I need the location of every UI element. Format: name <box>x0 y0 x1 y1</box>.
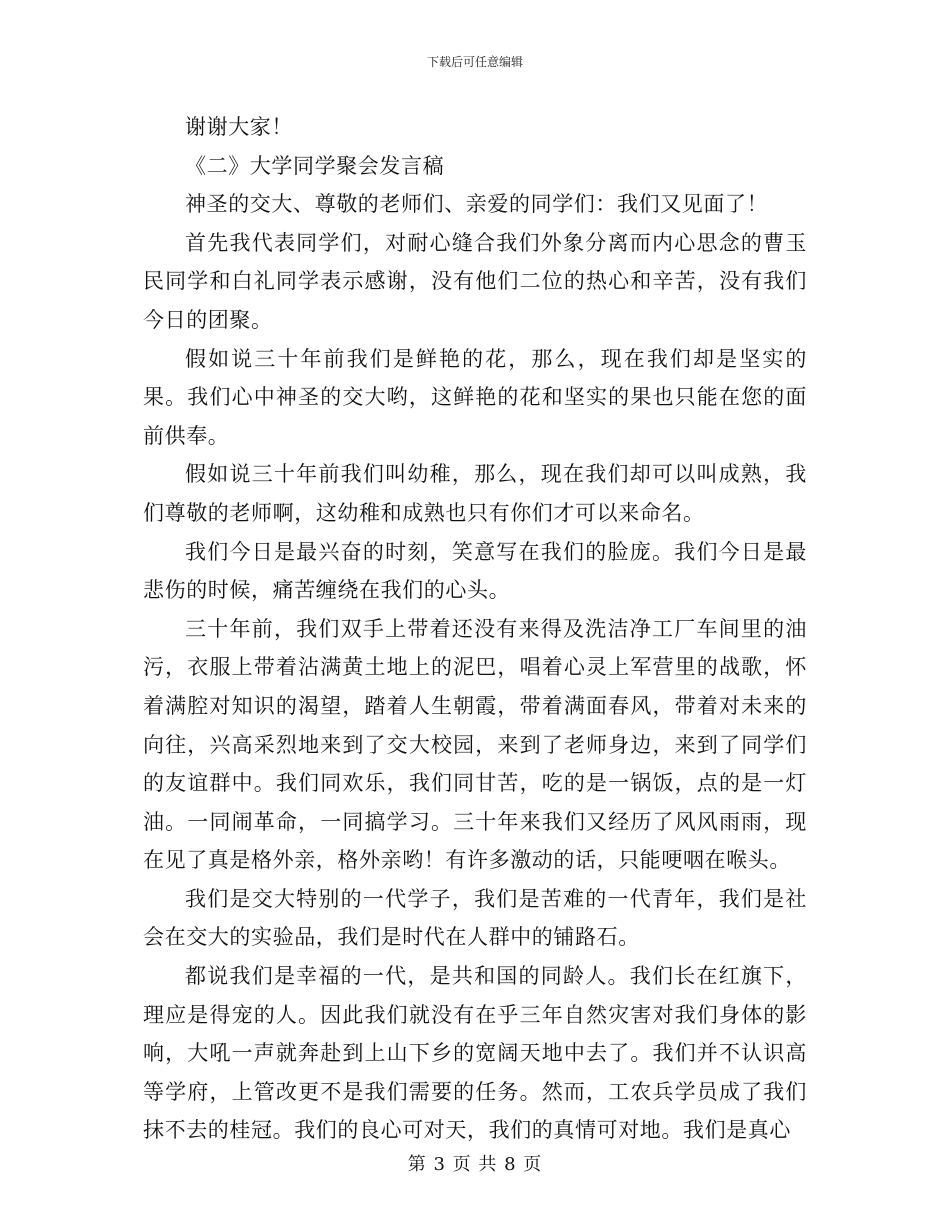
section-title: 《二》大学同学聚会发言稿 <box>185 153 445 178</box>
paragraph-thirty-years-ago: 三十年前，我们双手上带着还没有来得及洗洁净工厂车间里的油污，衣服上带着沾满黄土地上的泥巴，唱着心灵上军营里的战歌，怀着满腔对知识的渴望，踏着人生朝霞，带着满面春风，带着对未来的向往，兴高采烈地来到了交大校园，来到了老师身边，来到了同学们的友谊群中。我们同欢乐，我们同甘苦，吃的是一锅饭，点的是一灯油。一同闹革命，一同搞学习。三十年来我们又经历了风风雨雨，现在见了真是格外亲，格外亲哟！有许多激动的话，只能哽咽在喉头。 <box>143 616 807 873</box>
paragraph-thanks-organizers: 首先我代表同学们，对耐心缝合我们外象分离而内心思念的曹玉民同学和白礼同学表示感谢，没有他们二位的热心和辛苦，没有我们今日的团聚。 <box>143 230 807 332</box>
page-header-note: 下载后可任意编辑 <box>426 55 523 69</box>
paragraph-flower-fruit: 假如说三十年前我们是鲜艳的花，那么，现在我们却是坚实的果。我们心中神圣的交大哟，这鲜艳的花和坚实的果也只能在您的面前供奉。 <box>143 346 807 448</box>
document-body <box>143 108 807 1150</box>
page-number: 第 3 页 共 8 页 <box>407 1154 543 1175</box>
paragraph-joy-sorrow: 我们今日是最兴奋的时刻，笑意写在我们的脸庞。我们今日是最悲伤的时候，痛苦缠绕在我们的心头。 <box>143 539 807 603</box>
paragraph-greeting: 神圣的交大、尊敬的老师们、亲爱的同学们：我们又见面了！ <box>185 192 769 217</box>
paragraph-childish-mature: 假如说三十年前我们叫幼稚，那么，现在我们却可以叫成熟，我们尊敬的老师啊，这幼稚和成熟也只有你们才可以来命名。 <box>143 462 807 525</box>
paragraph-happy-generation: 都说我们是幸福的一代，是共和国的同龄人。我们长在红旗下，理应是得宠的人。因此我们就没有在乎三年自然灾害对我们身体的影响，大吼一声就奔赴到上山下乡的宽阔天地中去了。我们并不认识高等学府，上管改更不是我们需要的任务。然而，工农兵学员成了我们抹不去的桂冠。我们的良心可对天，我们的真情可对地。我们是真心 <box>143 964 807 1143</box>
paragraph-special-generation: 我们是交大特别的一代学子，我们是苦难的一代青年，我们是社会在交大的实验品，我们是时代在人群中的铺路石。 <box>143 886 807 950</box>
paragraph-thanks: 谢谢大家！ <box>185 115 293 139</box>
